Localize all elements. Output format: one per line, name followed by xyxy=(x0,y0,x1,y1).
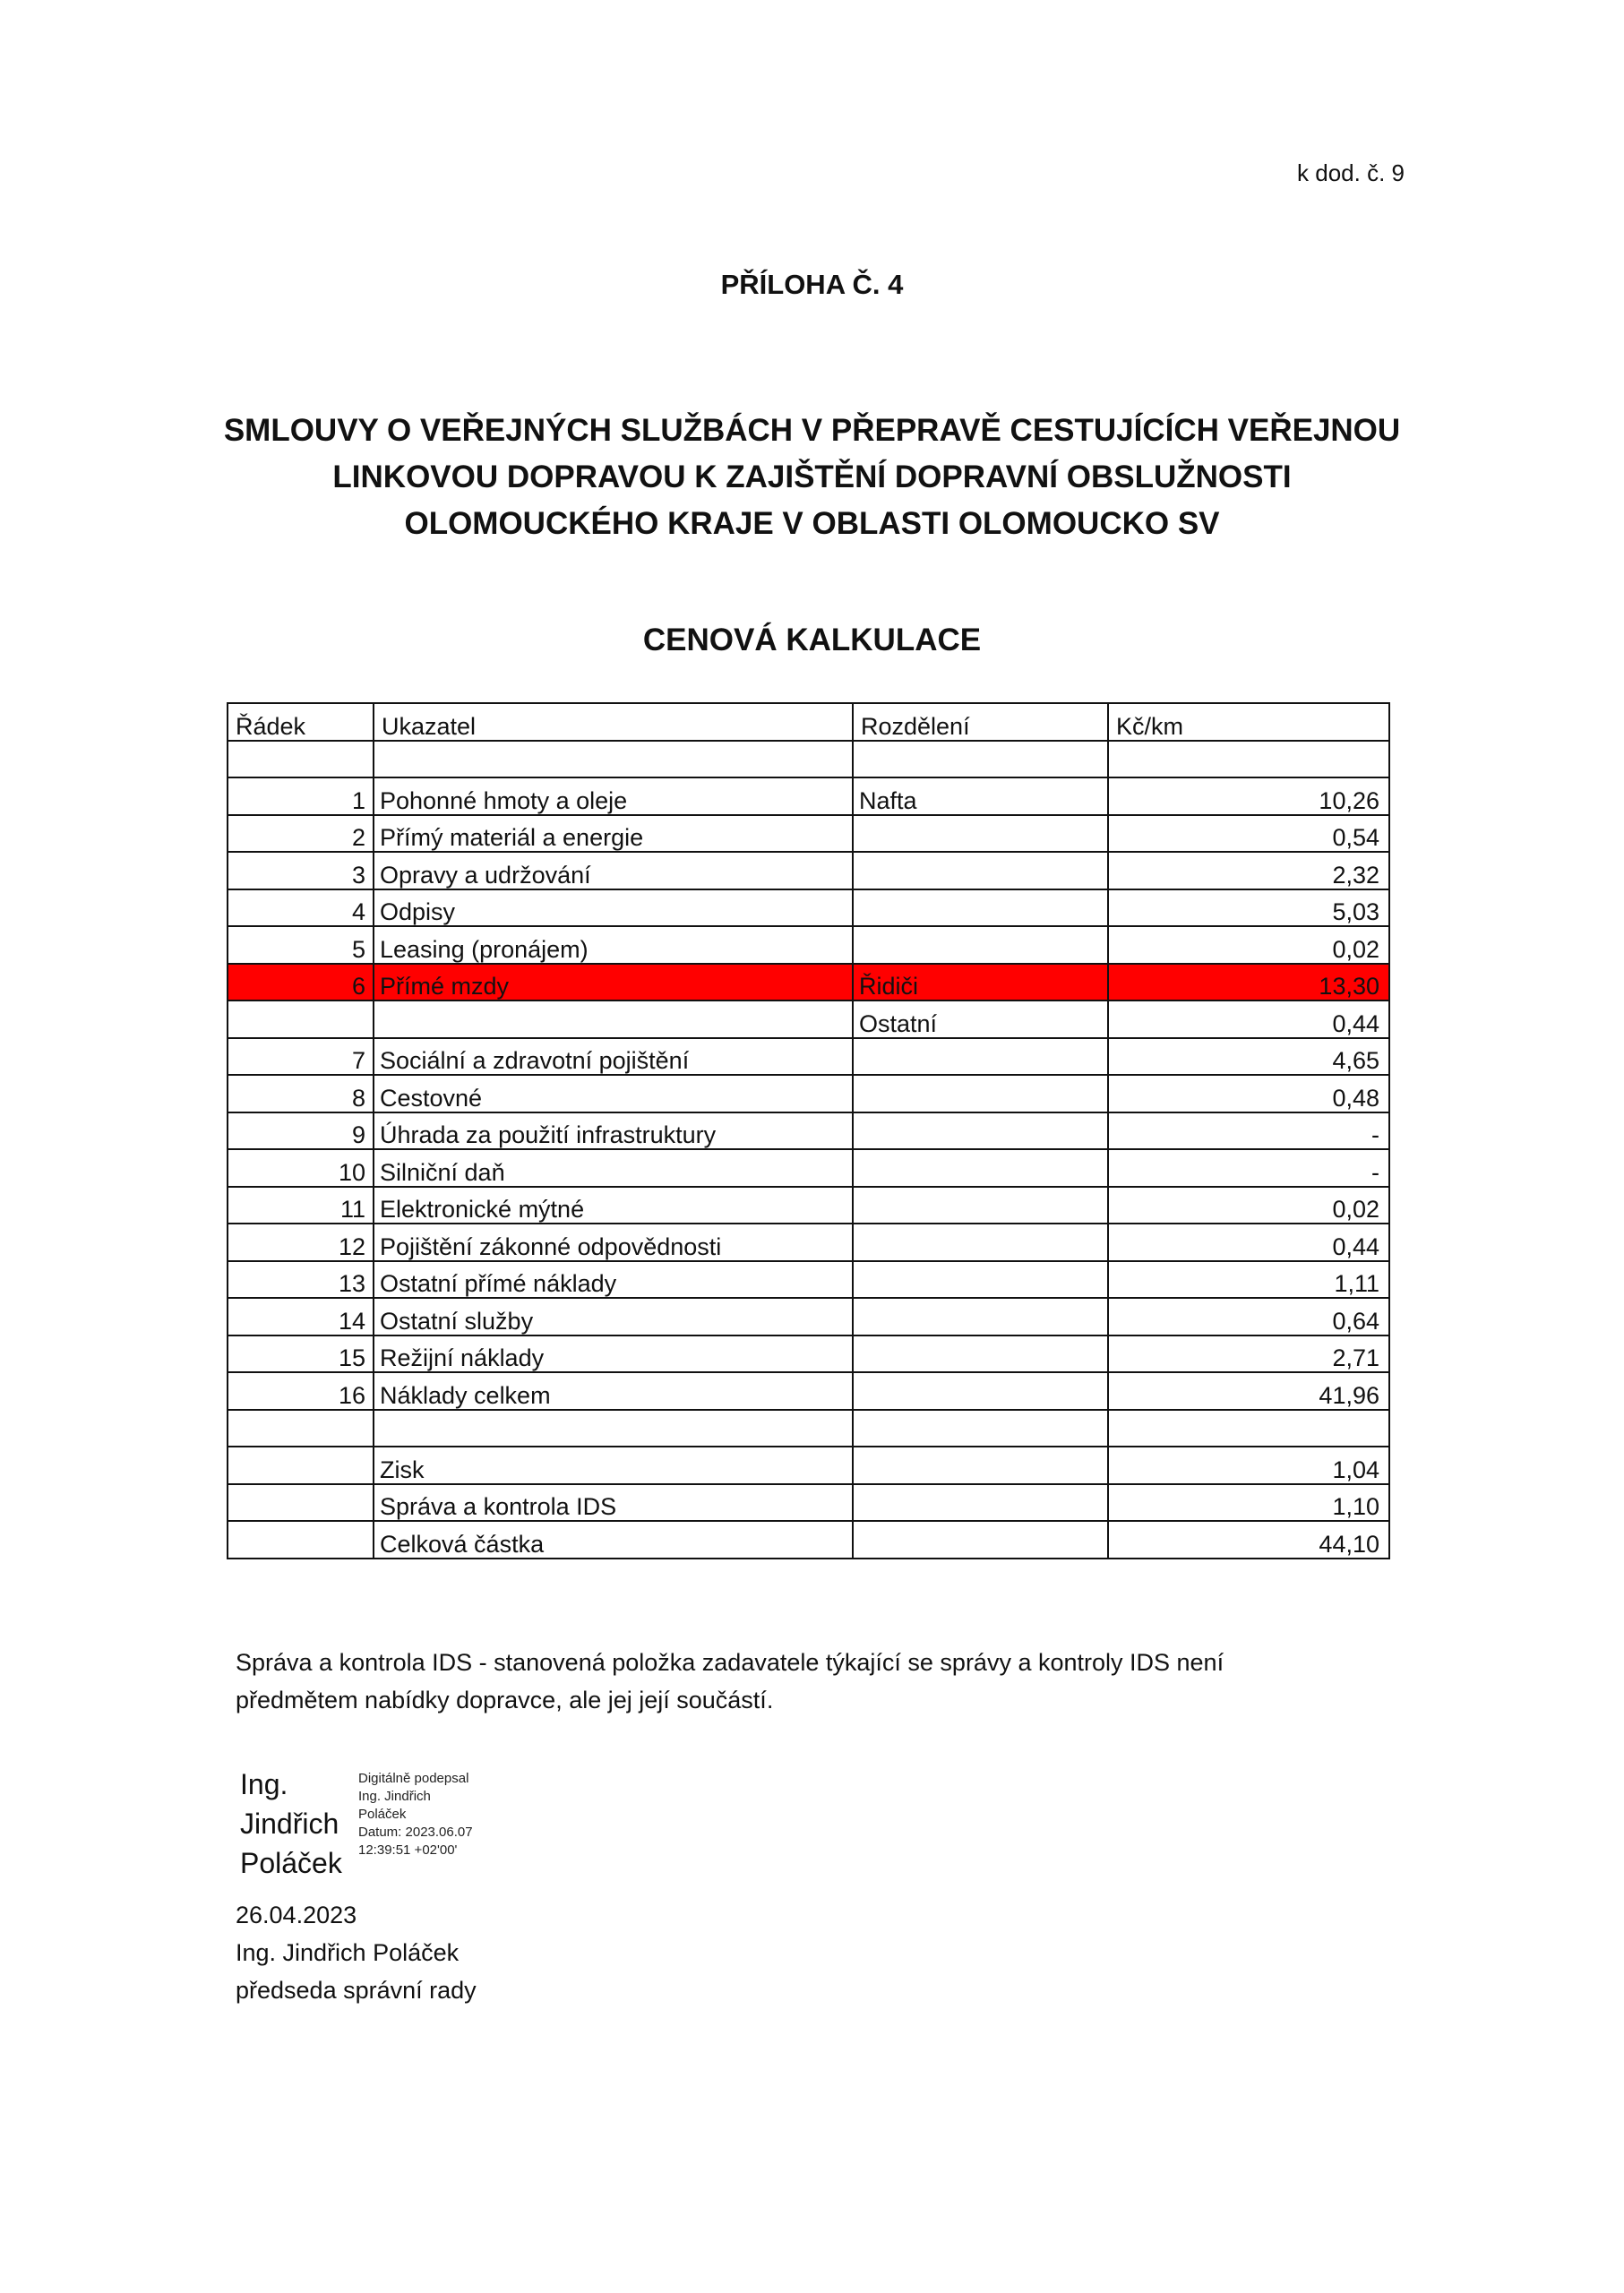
value-czk-per-km: 0,02 xyxy=(1108,1187,1389,1224)
table-row xyxy=(228,1149,1389,1187)
indicator-name: Úhrada za použití infrastruktury xyxy=(374,1112,853,1150)
indicator-name: Režijní náklady xyxy=(374,1335,853,1373)
value-czk-per-km: 5,03 xyxy=(1108,889,1389,927)
indicator-name: Silniční daň xyxy=(374,1149,853,1187)
breakdown xyxy=(853,1112,1108,1150)
breakdown: Nafta xyxy=(853,777,1108,815)
row-number: 13 xyxy=(228,1261,374,1299)
table-row xyxy=(228,1410,1389,1447)
column-header-row-number: Řádek xyxy=(228,703,374,741)
value-czk-per-km: 0,48 xyxy=(1108,1075,1389,1112)
table-row xyxy=(228,1261,1389,1299)
breakdown xyxy=(853,852,1108,889)
breakdown xyxy=(853,1149,1108,1187)
breakdown xyxy=(853,1410,1108,1447)
signature-detail-line: Ing. Jindřich xyxy=(358,1789,431,1804)
row-number xyxy=(228,1410,374,1447)
calculation-title: CENOVÁ KALKULACE xyxy=(642,623,982,657)
column-header-czk-per-km: Kč/km xyxy=(1108,703,1389,741)
value-czk-per-km: 1,04 xyxy=(1108,1447,1389,1484)
table-row xyxy=(228,1335,1389,1373)
ids-note xyxy=(236,1644,1400,1719)
table-row xyxy=(228,1224,1389,1261)
table-row xyxy=(228,1298,1389,1335)
value-czk-per-km: 1,11 xyxy=(1108,1261,1389,1299)
table-row xyxy=(228,852,1389,889)
table-row xyxy=(228,926,1389,964)
indicator-name: Přímé mzdy xyxy=(374,964,853,1001)
value-czk-per-km: 2,32 xyxy=(1108,852,1389,889)
value-czk-per-km: 1,10 xyxy=(1108,1484,1389,1522)
digital-signature-name xyxy=(240,1765,342,1883)
breakdown xyxy=(853,1261,1108,1299)
digital-signature-details xyxy=(358,1770,473,1859)
row-number: 5 xyxy=(228,926,374,964)
indicator-name: Zisk xyxy=(374,1447,853,1484)
row-number: 11 xyxy=(228,1187,374,1224)
table-row xyxy=(228,889,1389,927)
contract-title-line-1: SMLOUVY O VEŘEJNÝCH SLUŽBÁCH V PŘEPRAVĚ CESTUJÍCÍCH VEŘEJNOU xyxy=(223,413,1401,448)
signature-detail-line: Digitálně podepsal xyxy=(358,1771,469,1786)
indicator-name: Sociální a zdravotní pojištění xyxy=(374,1038,853,1076)
value-czk-per-km xyxy=(1108,1410,1389,1447)
indicator-name: Přímý materiál a energie xyxy=(374,815,853,853)
signature-name-line: Ing. xyxy=(240,1768,288,1800)
price-calculation-table xyxy=(227,702,1390,1559)
indicator-name: Ostatní služby xyxy=(374,1298,853,1335)
value-czk-per-km: 10,26 xyxy=(1108,777,1389,815)
breakdown xyxy=(853,1075,1108,1112)
value-czk-per-km: 0,44 xyxy=(1108,1001,1389,1038)
breakdown xyxy=(853,741,1108,778)
breakdown xyxy=(853,926,1108,964)
breakdown xyxy=(853,889,1108,927)
row-number xyxy=(228,1001,374,1038)
value-czk-per-km: 0,44 xyxy=(1108,1224,1389,1261)
indicator-name: Odpisy xyxy=(374,889,853,927)
breakdown xyxy=(853,1372,1108,1410)
value-czk-per-km: - xyxy=(1108,1149,1389,1187)
breakdown xyxy=(853,1298,1108,1335)
signature-detail-line: 12:39:51 +02'00' xyxy=(358,1842,458,1858)
breakdown: Ostatní xyxy=(853,1001,1108,1038)
row-number: 10 xyxy=(228,1149,374,1187)
row-number: 6 xyxy=(228,964,374,1001)
value-czk-per-km: 44,10 xyxy=(1108,1521,1389,1559)
breakdown xyxy=(853,1484,1108,1522)
row-number xyxy=(228,1447,374,1484)
indicator-name: Pojištění zákonné odpovědnosti xyxy=(374,1224,853,1261)
row-number: 4 xyxy=(228,889,374,927)
breakdown xyxy=(853,815,1108,853)
contract-title xyxy=(0,408,1624,547)
ids-note-line-2: předmětem nabídky dopravce, ale jej její součástí. xyxy=(236,1687,774,1713)
table-row xyxy=(228,777,1389,815)
row-number: 8 xyxy=(228,1075,374,1112)
breakdown xyxy=(853,1224,1108,1261)
row-number: 1 xyxy=(228,777,374,815)
sign-date: 26.04.2023 xyxy=(236,1902,357,1928)
row-number xyxy=(228,1521,374,1559)
indicator-name: Opravy a udržování xyxy=(374,852,853,889)
table-row xyxy=(228,1112,1389,1150)
value-czk-per-km: - xyxy=(1108,1112,1389,1150)
indicator-name xyxy=(374,1001,853,1038)
row-number: 12 xyxy=(228,1224,374,1261)
indicator-name: Ostatní přímé náklady xyxy=(374,1261,853,1299)
row-number: 15 xyxy=(228,1335,374,1373)
signatory-name: Ing. Jindřich Poláček xyxy=(236,1939,460,1966)
indicator-name: Pohonné hmoty a oleje xyxy=(374,777,853,815)
row-number: 16 xyxy=(228,1372,374,1410)
table-header-row xyxy=(228,703,1389,741)
indicator-name: Cestovné xyxy=(374,1075,853,1112)
breakdown xyxy=(853,1187,1108,1224)
table-row xyxy=(228,1001,1389,1038)
row-number xyxy=(228,1484,374,1522)
value-czk-per-km: 0,64 xyxy=(1108,1298,1389,1335)
signatory-block xyxy=(236,1896,477,2009)
indicator-name xyxy=(374,741,853,778)
row-number: 7 xyxy=(228,1038,374,1076)
signature-detail-line: Datum: 2023.06.07 xyxy=(358,1825,473,1840)
indicator-name xyxy=(374,1410,853,1447)
value-czk-per-km: 0,02 xyxy=(1108,926,1389,964)
table-row xyxy=(228,1075,1389,1112)
table-row xyxy=(228,1484,1389,1522)
breakdown xyxy=(853,1447,1108,1484)
table-row xyxy=(228,1187,1389,1224)
row-number: 3 xyxy=(228,852,374,889)
breakdown xyxy=(853,1335,1108,1373)
annex-title: PŘÍLOHA Č. 4 xyxy=(720,269,904,300)
indicator-name: Správa a kontrola IDS xyxy=(374,1484,853,1522)
indicator-name: Celková částka xyxy=(374,1521,853,1559)
ids-note-line-1: Správa a kontrola IDS - stanovená položka zadavatele týkající se správy a kontroly IDS není xyxy=(236,1649,1224,1676)
value-czk-per-km: 0,54 xyxy=(1108,815,1389,853)
value-czk-per-km: 2,71 xyxy=(1108,1335,1389,1373)
contract-title-line-2: LINKOVOU DOPRAVOU K ZAJIŠTĚNÍ DOPRAVNÍ OBSLUŽNOSTI xyxy=(332,459,1292,494)
breakdown xyxy=(853,1038,1108,1076)
value-czk-per-km: 4,65 xyxy=(1108,1038,1389,1076)
table-row xyxy=(228,1521,1389,1559)
signature-detail-line: Poláček xyxy=(358,1807,407,1822)
table-row xyxy=(228,741,1389,778)
contract-title-line-3: OLOMOUCKÉHO KRAJE V OBLASTI OLOMOUCKO SV xyxy=(404,506,1220,541)
table-row xyxy=(228,1372,1389,1410)
table-row-highlighted xyxy=(228,964,1389,1001)
signature-name-line: Poláček xyxy=(240,1847,342,1879)
indicator-name: Elektronické mýtné xyxy=(374,1187,853,1224)
value-czk-per-km: 41,96 xyxy=(1108,1372,1389,1410)
row-number xyxy=(228,741,374,778)
row-number: 14 xyxy=(228,1298,374,1335)
table-row xyxy=(228,1038,1389,1076)
signature-name-line: Jindřich xyxy=(240,1808,339,1840)
breakdown xyxy=(853,1521,1108,1559)
signatory-role: předseda správní rady xyxy=(236,1977,477,2004)
table-row xyxy=(228,815,1389,853)
row-number: 9 xyxy=(228,1112,374,1150)
breakdown: Řidiči xyxy=(853,964,1108,1001)
value-czk-per-km: 13,30 xyxy=(1108,964,1389,1001)
value-czk-per-km xyxy=(1108,741,1389,778)
indicator-name: Leasing (pronájem) xyxy=(374,926,853,964)
table-row xyxy=(228,1447,1389,1484)
row-number: 2 xyxy=(228,815,374,853)
indicator-name: Náklady celkem xyxy=(374,1372,853,1410)
column-header-indicator: Ukazatel xyxy=(374,703,853,741)
column-header-breakdown: Rozdělení xyxy=(853,703,1108,741)
document-reference: k dod. č. 9 xyxy=(1297,159,1405,186)
